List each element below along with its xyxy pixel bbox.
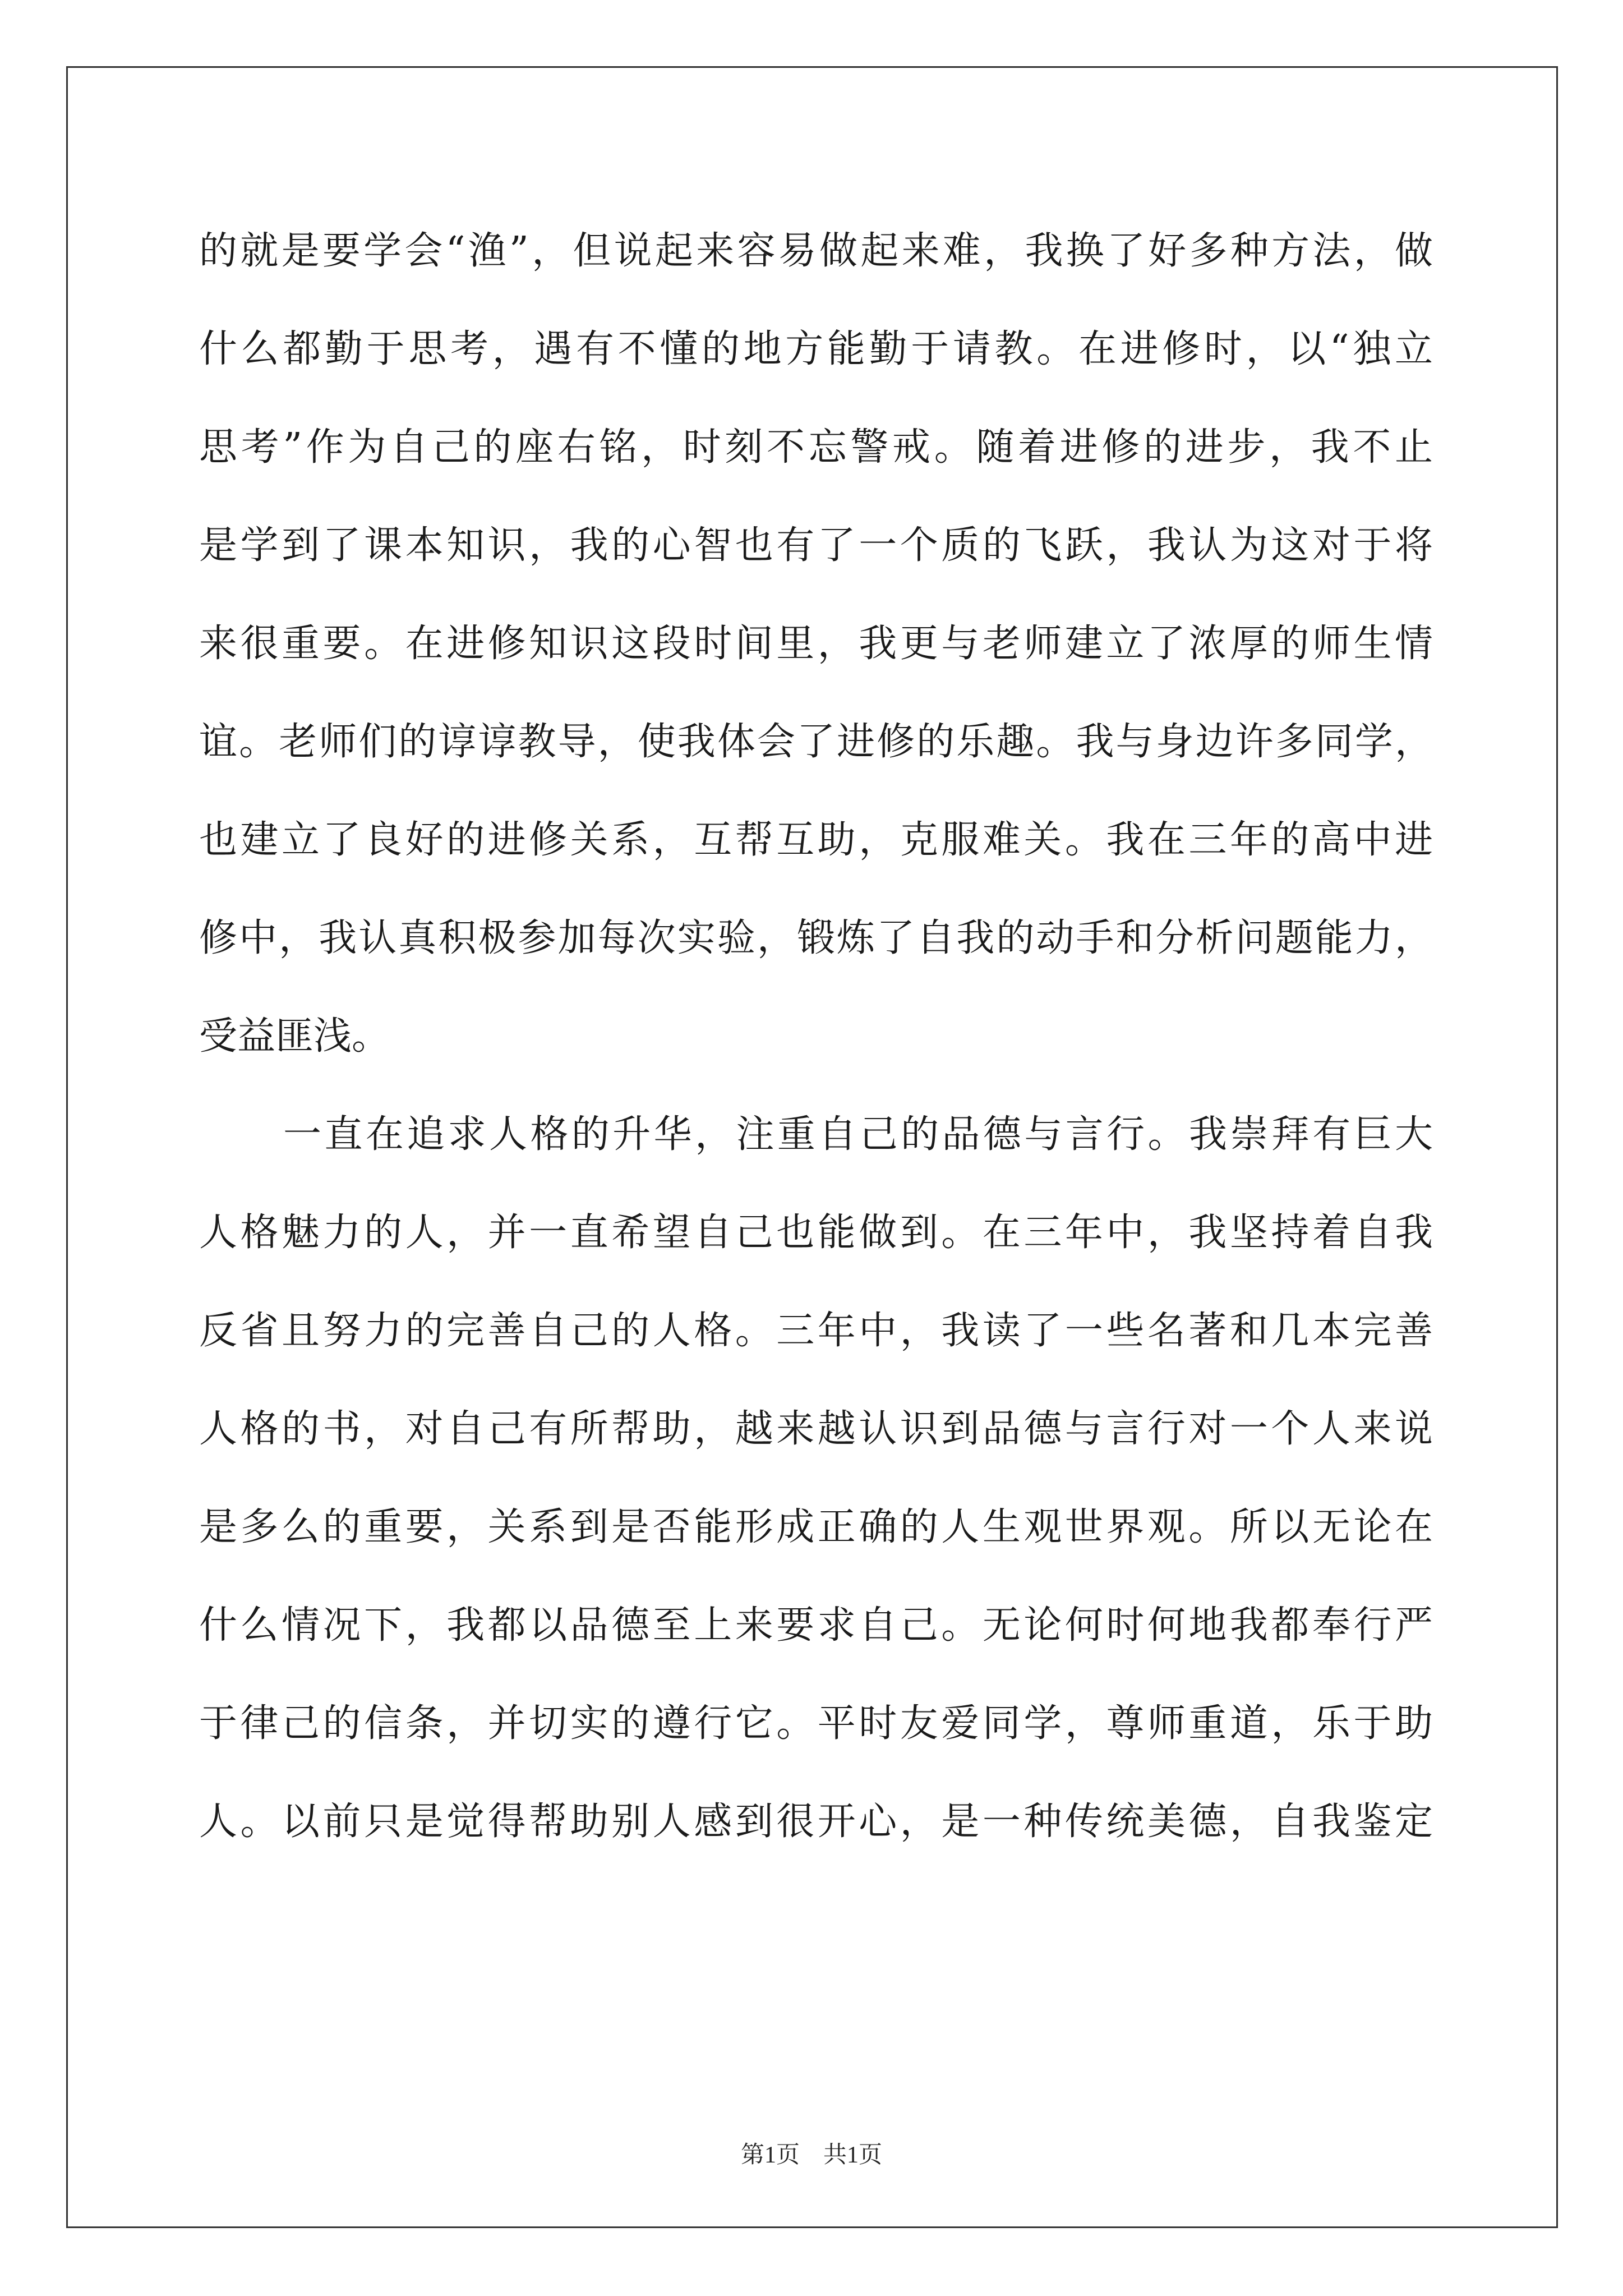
paragraph-2-line-3: 反省且努力的完善自己的人格。三年中，我读了一些名著和几本完善 [199,1309,1433,1353]
paragraph-1-line-2: 什么都勤于思考，遇有不懂的地方能勤于请教。在进修时，以“独立 [199,327,1433,371]
paragraph-2-line-7: 于律己的信条，并切实的遵行它。平时友爱同学，尊师重道，乐于助 [199,1701,1433,1746]
paragraph-1-line-3: 思考”作为自己的座右铭，时刻不忘警戒。随着进修的进步，我不止 [199,425,1433,470]
paragraph-2-line-1: 一直在追求人格的升华，注重自己的品德与言行。我崇拜有巨大 [283,1112,1433,1157]
paragraph-1-line-9: 受益匪浅。 [199,1014,390,1059]
page-total: 共1页 [823,2142,883,2168]
paragraph-2-line-2: 人格魅力的人，并一直希望自己也能做到。在三年中，我坚持着自我 [199,1211,1433,1255]
paragraph-2-line-4: 人格的书，对自己有所帮助，越来越认识到品德与言行对一个人来说 [199,1407,1433,1451]
paragraph-1-line-5: 来很重要。在进修知识这段时间里，我更与老师建立了浓厚的师生情 [199,622,1433,666]
paragraph-2-line-8: 人。以前只是觉得帮助别人感到很开心，是一种传统美德，自我鉴定 [199,1800,1433,1844]
paragraph-1-line-4: 是学到了课本知识，我的心智也有了一个质的飞跃，我认为这对于将 [199,523,1433,568]
paragraph-1-line-6: 谊。老师们的谆谆教导，使我体会了进修的乐趣。我与身边许多同学， [199,720,1433,764]
page-footer [0,2138,1623,2172]
paragraph-1-line-8: 修中，我认真积极参加每次实验，锻炼了自我的动手和分析问题能力， [199,916,1433,960]
paragraph-1-line-7: 也建立了良好的进修关系，互帮互助，克服难关。我在三年的高中进 [199,818,1433,862]
page-number: 第1页 [740,2142,800,2168]
paragraph-1-line-1: 的就是要学会“渔”，但说起来容易做起来难，我换了好多种方法，做 [199,229,1433,273]
paragraph-2-line-6: 什么情况下，我都以品德至上来要求自己。无论何时何地我都奉行严 [199,1603,1433,1648]
paragraph-2-line-5: 是多么的重要，关系到是否能形成正确的人生观世界观。所以无论在 [199,1505,1433,1549]
